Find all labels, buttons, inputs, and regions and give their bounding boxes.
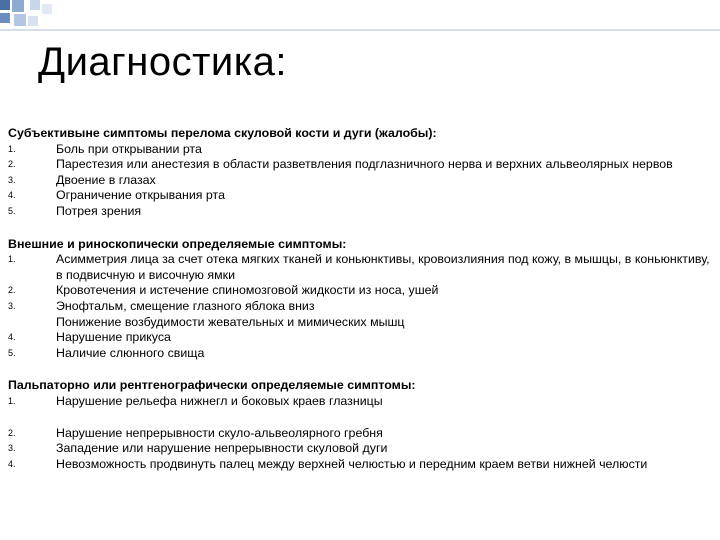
- item-text: Двоение в глазах: [56, 172, 156, 187]
- item-text: Потрея зрения: [56, 203, 142, 218]
- list-item: [8, 173, 712, 189]
- list-item: [8, 157, 712, 173]
- item-number: 4.: [8, 458, 16, 469]
- item-number: 4.: [8, 190, 16, 201]
- list-item: [8, 441, 712, 457]
- list-item: [8, 330, 712, 346]
- list-item: [8, 299, 712, 315]
- item-number: 5.: [8, 347, 16, 358]
- item-text: Ограничение открывания рта: [56, 188, 225, 203]
- item-number: 2.: [8, 285, 16, 296]
- list-item: [8, 457, 712, 473]
- section-heading: Субъективыне симптомы перелома скуловой кости и дуги (жалобы):: [8, 126, 437, 140]
- list-item: [8, 188, 712, 204]
- item-number: 3.: [8, 174, 16, 185]
- item-text: Западение или нарушение непрерывности скуловой дуги: [56, 441, 388, 456]
- symptom-section: [8, 378, 712, 472]
- diagnostics-content: [8, 126, 712, 489]
- section-heading: Пальпаторно или рентгенографически определяемые симптомы:: [8, 378, 416, 393]
- item-text: Асимметрия лица за счет отека мягких тканей и коньюнктивы, кровоизлияния под кожу, в мышцы, в коньюнктиву, в подвисчную и височную ямки: [56, 252, 710, 282]
- section-heading: Внешние и риноскопически определяемые симптомы:: [8, 236, 347, 251]
- list-item: [8, 346, 712, 362]
- list-item: [8, 204, 712, 220]
- item-text: Энофтальм, смещение глазного яблока вниз: [56, 298, 315, 313]
- item-number: 1.: [8, 143, 16, 154]
- item-number: 1.: [8, 395, 16, 406]
- item-text: Понижение возбудимости жевательных и мимических мышц: [56, 314, 405, 329]
- list-item: [8, 426, 712, 442]
- symptom-section: [8, 237, 712, 362]
- page-title: Диагностика:: [38, 40, 288, 84]
- list-item: [8, 394, 712, 410]
- item-text: Невозможность продвинуть палец между верхней челюстью и передним краем ветви нижней челюсти: [56, 456, 648, 471]
- header-decoration: [0, 0, 720, 40]
- list-item: [8, 315, 712, 331]
- list-item: [8, 142, 712, 158]
- spacer: [8, 410, 712, 426]
- item-text: Нарушение прикуса: [56, 330, 171, 345]
- item-text: Боль при открывании рта: [56, 141, 202, 156]
- item-number: 5.: [8, 205, 16, 216]
- list-item: [8, 283, 712, 299]
- item-text: Нарушение рельефа нижнегл и боковых краев глазницы: [56, 393, 383, 408]
- item-text: Парестезия или анестезия в области разветвления подглазничного нерва и верхних альвеолярных нервов: [56, 157, 673, 172]
- symptom-section: [8, 126, 712, 220]
- list-item: [8, 252, 712, 283]
- item-text: Кровотечения и истечение спиномозговой жидкости из носа, ушей: [56, 283, 439, 298]
- item-number: 3.: [8, 443, 16, 454]
- item-number: [8, 315, 56, 331]
- item-number: 2.: [8, 427, 16, 438]
- item-text: Наличие слюнного свища: [56, 345, 205, 360]
- item-text: Нарушение непрерывности скуло-альвеолярного гребня: [56, 425, 383, 440]
- item-number: 4.: [8, 332, 16, 343]
- item-number: 1.: [8, 254, 16, 265]
- item-number: 2.: [8, 159, 16, 170]
- item-number: 3.: [8, 300, 16, 311]
